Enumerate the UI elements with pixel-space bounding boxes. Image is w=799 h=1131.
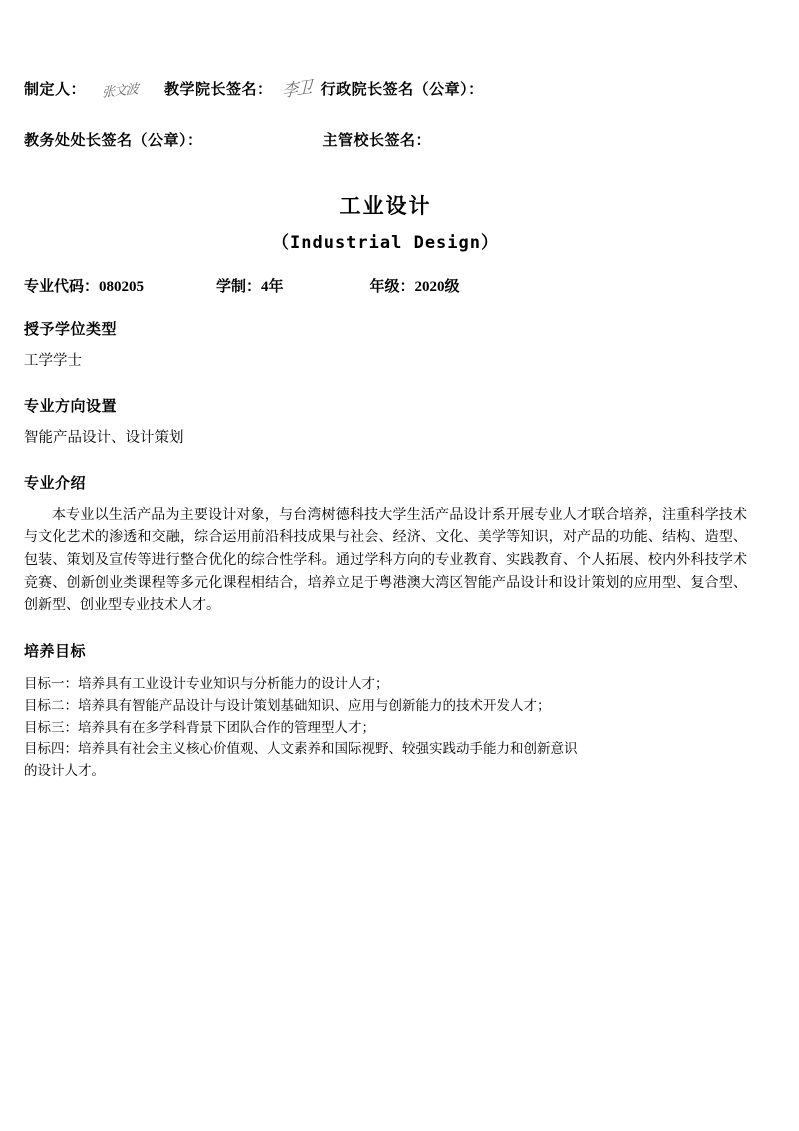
goal-item: 目标一：培养具有工业设计专业知识与分析能力的设计人才；: [24, 675, 389, 691]
goal-item: 目标二：培养具有智能产品设计与设计策划基础知识、应用与创新能力的技术开发人才；: [24, 697, 551, 713]
goal-item-continuation: 的设计人才。: [24, 763, 105, 779]
degree-type-heading: 授予学位类型: [24, 321, 118, 338]
degree-type-value: 工学学士: [24, 353, 82, 369]
direction-heading: 专业方向设置: [24, 397, 118, 415]
intro-paragraph: 本专业以生活产品为主要设计对象，与台湾树德科技大学生活产品设计系开展专业人才联合培养，注重科学技术与文化艺术的渗透和交融，综合运用前沿科技成果与社会、经济、文化、美学等知识，对产品的功能、结构、造型、包装、策划及宣传等进行整合优化的综合性学科。通过学科方向的专业教育、实践教育、个人拓展、校内外科技学术竞赛、创新创业类课程等多元化课程相结合，培养立足于粤港澳大湾区智能产品设计和设计策划的应用型、复合型、创新型、创业型专业技术人才。: [24, 507, 747, 614]
program-code: 专业代码：080205: [24, 279, 145, 295]
goals-heading: 培养目标: [24, 642, 87, 660]
goals-list: [24, 673, 747, 782]
intro-heading: 专业介绍: [24, 474, 87, 492]
academic-dean-label: 教学院长签名：: [164, 82, 273, 98]
page-title-cn: 工业设计: [339, 195, 432, 218]
program-meta-row: [24, 275, 747, 296]
goal-item: 目标四：培养具有社会主义核心价值观、人文素养和国际视野、较强实践动手能力和创新意识: [24, 741, 578, 757]
admin-dean-label: 行政院长签名（公章）：: [320, 82, 484, 98]
signature-row-primary: [24, 76, 747, 102]
registrar-label: 教务处处长签名（公章）：: [24, 133, 203, 149]
direction-value: 智能产品设计、设计策划: [24, 429, 184, 446]
vice-president-label: 主管校长签名：: [322, 133, 432, 149]
maker-signature-handwriting: 张文波: [101, 82, 139, 101]
program-grade: 年级：2020级: [369, 279, 460, 295]
program-duration: 学制：4年: [216, 279, 284, 295]
page-title-en: （Industrial Design）: [272, 233, 499, 253]
goal-item: 目标三：培养具有在多学科背景下团队合作的管理型人才；: [24, 719, 375, 735]
maker-label: 制定人：: [24, 82, 87, 98]
academic-dean-signature-handwriting: 李卫: [281, 76, 312, 102]
signature-row-secondary: [24, 129, 747, 150]
